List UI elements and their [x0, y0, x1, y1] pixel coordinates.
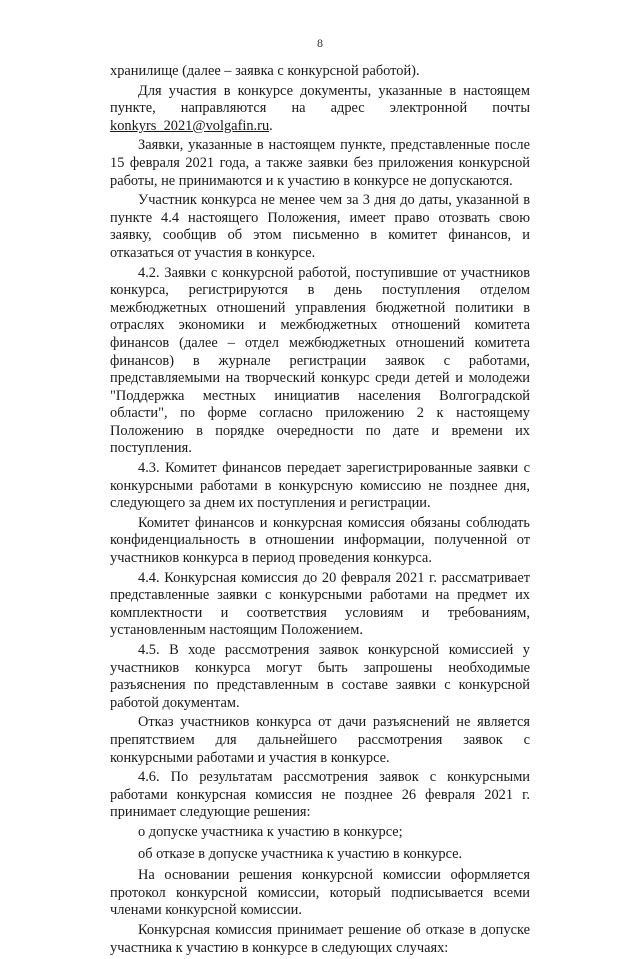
- paragraph: На основании решения конкурсной комиссии оформляется протокол конкурсной комиссии, который подписывается всеми членами конкурсной комиссии.: [110, 867, 530, 919]
- list-item: о допуске участника к участию в конкурсе;: [138, 823, 403, 840]
- paragraph: 4.2. Заявки с конкурсной работой, поступившие от участников конкурса, регистрируются в день поступления отделом межбюджетных отношений управления бюджетной политики в отраслях экономики и межбюджетных отношений комитета финансов (далее – отдел межбюджетных отношений комитета финансов) в журнале регистрации заявок с работами, представляемыми на творческий конкурс среди детей и молодежи "Поддержка местных инициатив населения Волгоградской области", по форме согласно приложению 2 к настоящему Положению в порядке очередности по дате и времени их поступления.: [110, 264, 530, 457]
- list-item: об отказе в допуске участника к участию в конкурсе.: [138, 845, 463, 862]
- paragraph: [110, 83, 530, 136]
- document-body: [110, 63, 530, 959]
- paragraph: 4.4. Конкурсная комиссия до 20 февраля 2021 г. рассматривает представленные заявки с конкурсными работами на предмет их комплектности и соответствия условиям и требованиям, установленным настоящим Положением.: [110, 569, 530, 639]
- paragraph: Отказ участников конкурса от дачи разъяснений не является препятствием для дальнейшего рассмотрения заявок с конкурсными работами и участия в конкурсе.: [110, 714, 530, 766]
- page-number: 8: [317, 36, 323, 50]
- paragraph: 4.6. По результатам рассмотрения заявок с конкурсными работами конкурсная комиссия не позднее 26 февраля 2021 г. принимает следующие решения:: [110, 769, 530, 821]
- paragraph: Участник конкурса не менее чем за 3 дня до даты, указанной в пункте 4.4 настоящего Положения, имеет право отозвать свою заявку, сообщив об этом письменно в комитет финансов, и отказаться от участия в конкурсе.: [110, 192, 530, 261]
- paragraph: Конкурсная комиссия принимает решение об отказе в допуске участника к участию в конкурсе в следующих случаях:: [110, 921, 530, 956]
- paragraph: 4.3. Комитет финансов передает зарегистрированные заявки с конкурсными работами в конкурсную комиссию не позднее дня, следующего за днем их поступления и регистрации.: [110, 460, 530, 512]
- email-link[interactable]: konkyrs_2021@volgafin.ru: [110, 117, 270, 134]
- email-suffix: .: [269, 117, 273, 134]
- paragraph: Комитет финансов и конкурсная комиссия обязаны соблюдать конфиденциальность в отношении информации, полученной от участников конкурса в период проведения конкурса.: [110, 514, 530, 567]
- paragraph-text: Для участия в конкурсе документы, указанные в настоящем пункте, направляются на адрес электронной почты: [110, 82, 530, 117]
- paragraph: Заявки, указанные в настоящем пункте, представленные после 15 февраля 2021 года, а также заявки без приложения конкурсной работы, не принимаются и к участию в конкурсе не допускаются.: [110, 137, 530, 189]
- paragraph: хранилище (далее – заявка с конкурсной работой).: [110, 63, 420, 79]
- paragraph: 4.5. В ходе рассмотрения заявок конкурсной комиссией у участников конкурса могут быть запрошены необходимые разъяснения по представленным в составе заявки с конкурсной работой документам.: [110, 642, 530, 711]
